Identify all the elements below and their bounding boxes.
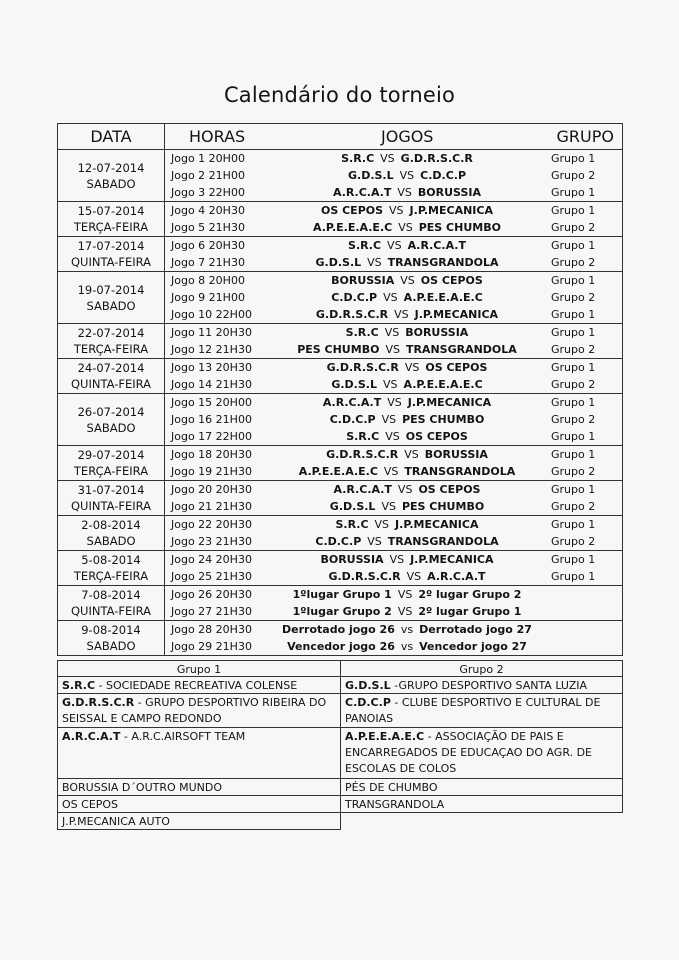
date: 29-07-2014: [77, 448, 145, 462]
vs-label: VS: [404, 361, 420, 374]
home-team: S.R.C: [335, 518, 369, 531]
game-time: Jogo 7 21H30: [171, 256, 245, 269]
date: 17-07-2014: [77, 239, 145, 253]
away-team: J.P.MECANICA: [410, 553, 494, 566]
vs-label: VS: [383, 465, 399, 478]
away-team: OS CEPOS: [425, 361, 488, 374]
weekday: QUINTA-FEIRA: [70, 499, 152, 513]
team-abbr: S.R.C: [62, 679, 96, 692]
date-cell: [58, 150, 165, 201]
game-time: Jogo 26 20H30: [171, 588, 252, 601]
table-row: [165, 324, 622, 341]
group: Grupo 1: [551, 308, 596, 321]
date: 9-08-2014: [81, 623, 141, 637]
team-name: TRANSGRANDOLA: [345, 798, 445, 811]
legend-grupo-2: [340, 660, 623, 813]
match: [257, 291, 557, 304]
legend-item: [340, 694, 623, 728]
home-team: G.D.S.L: [315, 256, 362, 269]
weekday: QUINTA-FEIRA: [70, 604, 152, 618]
away-team: BORUSSIA: [405, 326, 469, 339]
home-team: 1ºlugar Grupo 2: [292, 605, 392, 618]
weekday: TERÇA-FEIRA: [73, 464, 149, 478]
match: [257, 221, 557, 234]
date-cell: [58, 551, 165, 585]
table-row: [165, 394, 622, 411]
group: Grupo 2: [551, 465, 596, 478]
game-time: Jogo 1 20H00: [171, 152, 245, 165]
table-row: [165, 568, 622, 585]
group: Grupo 2: [551, 378, 596, 391]
match: [257, 483, 557, 496]
game-time: Jogo 25 21H30: [171, 570, 252, 583]
vs-label: VS: [394, 308, 409, 321]
team-abbr: A.R.C.A.T: [62, 730, 121, 743]
team-name: J.P.MECANICA AUTO: [62, 815, 170, 828]
away-team: BORUSSIA: [417, 186, 482, 199]
table-row: [165, 341, 622, 358]
match: [257, 204, 557, 217]
home-team: OS CEPOS: [321, 204, 384, 217]
vs-label: VS: [389, 553, 405, 566]
match: [257, 518, 557, 531]
date-block: [58, 481, 622, 516]
home-team: G.D.R.S.C.R: [315, 308, 389, 321]
game-time: Jogo 15 20H00: [171, 396, 252, 409]
weekday: SABADO: [86, 639, 136, 653]
game-time: Jogo 21 21H30: [171, 500, 252, 513]
away-team: PES CHUMBO: [418, 221, 501, 234]
date: 15-07-2014: [77, 204, 145, 218]
game-time: Jogo 18 20H30: [171, 448, 252, 461]
date-cell: [58, 324, 165, 358]
group: Grupo 1: [551, 204, 596, 217]
home-team: A.R.C.A.T: [332, 186, 392, 199]
table-row: [165, 219, 622, 236]
header-grupo: GRUPO: [556, 127, 614, 146]
date-block: [58, 551, 622, 586]
header-horas: HORAS: [189, 127, 246, 146]
away-team: BORUSSIA: [424, 448, 488, 461]
vs-label: VS: [406, 570, 422, 583]
group: Grupo 2: [551, 221, 596, 234]
home-team: G.D.S.L: [347, 169, 394, 182]
match: [257, 623, 557, 636]
home-team: C.D.C.P: [315, 535, 362, 548]
team-abbr: G.D.S.L: [345, 679, 391, 692]
legend-item: [57, 813, 341, 830]
away-team: 2º lugar Grupo 2: [418, 588, 522, 601]
home-team: C.D.C.P: [331, 291, 378, 304]
date-block: [58, 272, 622, 324]
vs-label: VS: [397, 186, 412, 199]
group: Grupo 1: [551, 186, 596, 199]
schedule-table: [57, 123, 623, 656]
game-time: Jogo 19 21H30: [171, 465, 252, 478]
home-team: A.R.C.A.T: [333, 483, 392, 496]
vs-label: VS: [381, 413, 397, 426]
weekday: TERÇA-FEIRA: [73, 569, 149, 583]
match: [257, 465, 557, 478]
date-block: [58, 586, 622, 621]
game-time: Jogo 22 20H30: [171, 518, 252, 531]
home-team: BORUSSIA: [320, 553, 384, 566]
home-team: S.R.C: [346, 430, 380, 443]
table-row: [165, 376, 622, 393]
game-time: Jogo 20 20H30: [171, 483, 252, 496]
match: [257, 448, 557, 461]
game-time: Jogo 24 20H30: [171, 553, 252, 566]
vs-label: vs: [400, 640, 414, 653]
away-team: A.P.E.E.A.E.C: [403, 291, 483, 304]
table-row: [165, 289, 622, 306]
legend-item: [57, 796, 341, 813]
match: [257, 274, 557, 287]
match: [257, 500, 557, 513]
game-time: Jogo 8 20H00: [171, 274, 245, 287]
date-cell: [58, 394, 165, 445]
away-team: A.R.C.A.T: [407, 239, 466, 252]
game-time: Jogo 2 21H00: [171, 169, 245, 182]
match: [257, 308, 557, 321]
match: [257, 152, 557, 165]
away-team: 2º lugar Grupo 1: [418, 605, 522, 618]
game-time: Jogo 17 22H00: [171, 430, 252, 443]
vs-label: VS: [397, 483, 413, 496]
away-team: C.D.C.P: [420, 169, 467, 182]
away-team: A.R.C.A.T: [427, 570, 486, 583]
game-time: Jogo 28 20H30: [171, 623, 252, 636]
away-team: J.P.MECANICA: [407, 396, 492, 409]
date: 5-08-2014: [81, 553, 141, 567]
date-cell: [58, 621, 165, 655]
date-cell: [58, 586, 165, 620]
game-time: Jogo 9 21H00: [171, 291, 245, 304]
vs-label: VS: [399, 169, 415, 182]
table-row: [165, 638, 622, 655]
date-cell: [58, 272, 165, 323]
weekday: SABADO: [86, 298, 136, 313]
group: Grupo 2: [551, 343, 596, 356]
game-time: Jogo 16 21H00: [171, 413, 252, 426]
home-team: A.P.E.E.A.E.C: [298, 465, 378, 478]
match: [257, 396, 557, 409]
vs-label: VS: [397, 605, 413, 618]
group: Grupo 1: [551, 553, 596, 566]
group: Grupo 1: [551, 518, 596, 531]
match: [257, 413, 557, 426]
date-cell: [58, 359, 165, 393]
group: Grupo 1: [551, 570, 596, 583]
vs-label: VS: [384, 326, 400, 339]
table-row: [165, 481, 622, 498]
legend-item: [340, 779, 623, 796]
legend-item: [340, 728, 623, 779]
team-name: OS CEPOS: [62, 798, 119, 811]
date-cell: [58, 516, 165, 550]
group: Grupo 1: [551, 396, 596, 409]
group: Grupo 1: [551, 430, 596, 443]
away-team: OS CEPOS: [405, 430, 468, 443]
group: Grupo 2: [551, 256, 596, 269]
table-row: [165, 411, 622, 428]
away-team: G.D.R.S.C.R: [400, 152, 473, 165]
home-team: G.D.R.S.C.R: [326, 361, 399, 374]
match: [257, 570, 557, 583]
game-time: Jogo 5 21H30: [171, 221, 245, 234]
away-team: A.P.E.E.A.E.C: [403, 378, 483, 391]
table-row: [165, 551, 622, 568]
date-block: [58, 621, 622, 655]
away-team: Vencedor jogo 27: [419, 640, 527, 653]
game-time: Jogo 6 20H30: [171, 239, 245, 252]
vs-label: VS: [398, 221, 413, 234]
game-time: Jogo 29 21H30: [171, 640, 252, 653]
vs-label: VS: [387, 396, 402, 409]
home-team: 1ºlugar Grupo 1: [292, 588, 392, 601]
match: [257, 588, 557, 601]
date: 2-08-2014: [81, 518, 141, 532]
home-team: G.D.S.L: [329, 500, 376, 513]
vs-label: VS: [385, 430, 400, 443]
weekday: TERÇA-FEIRA: [73, 342, 149, 356]
page-title: Calendário do torneio: [223, 83, 456, 107]
home-team: PES CHUMBO: [297, 343, 380, 356]
group: Grupo 2: [551, 535, 596, 548]
home-team: G.D.S.L: [331, 378, 377, 391]
date-block: [58, 237, 622, 272]
schedule-header: [58, 124, 622, 150]
home-team: S.R.C: [341, 152, 375, 165]
date-cell: [58, 481, 165, 515]
away-team: TRANSGRANDOLA: [405, 343, 517, 356]
weekday: SABADO: [86, 176, 136, 191]
home-team: A.P.E.E.A.E.C: [313, 221, 393, 234]
group: Grupo 2: [551, 291, 596, 304]
match: [257, 239, 557, 252]
vs-label: VS: [382, 378, 398, 391]
team-abbr: A.P.E.E.A.E.C: [345, 730, 425, 743]
vs-label: VS: [397, 588, 413, 601]
match: [257, 326, 557, 339]
game-time: Jogo 11 20H30: [171, 326, 252, 339]
table-row: [165, 150, 622, 167]
match: [257, 378, 557, 391]
date: 19-07-2014: [77, 282, 145, 297]
team-name: - A.R.C.AIRSOFT TEAM: [120, 730, 246, 743]
date: 12-07-2014: [77, 160, 145, 175]
vs-label: VS: [367, 256, 382, 269]
group: Grupo 2: [551, 169, 596, 182]
legend-item: [57, 694, 341, 728]
vs-label: VS: [385, 343, 400, 356]
match: [257, 256, 557, 269]
group: Grupo 1: [551, 448, 596, 461]
team-abbr: C.D.C.P: [345, 696, 391, 709]
home-team: G.D.R.S.C.R: [326, 448, 399, 461]
home-team: A.R.C.A.T: [322, 396, 382, 409]
table-row: [165, 463, 622, 480]
game-time: Jogo 10 22H00: [171, 308, 252, 321]
date-cell: [58, 237, 165, 271]
date-block: [58, 359, 622, 394]
table-row: [165, 237, 622, 254]
group: Grupo 1: [551, 152, 596, 165]
vs-label: VS: [389, 204, 404, 217]
away-team: J.P.MECANICA: [395, 518, 479, 531]
match: [257, 535, 557, 548]
match: [257, 553, 557, 566]
away-team: OS CEPOS: [420, 274, 483, 287]
team-name: -GRUPO DESPORTIVO SANTA LUZIA: [390, 679, 588, 692]
weekday: SABADO: [86, 534, 136, 548]
game-time: Jogo 23 21H30: [171, 535, 252, 548]
legend-item: [340, 796, 623, 813]
group: Grupo 2: [551, 500, 596, 513]
table-row: [165, 533, 622, 550]
home-team: BORUSSIA: [331, 274, 395, 287]
weekday: TERÇA-FEIRA: [73, 220, 149, 234]
game-time: Jogo 14 21H30: [171, 378, 252, 391]
table-row: [165, 306, 622, 323]
legend-header: Grupo 2: [340, 660, 623, 677]
date: 24-07-2014: [77, 361, 145, 375]
away-team: TRANSGRANDOLA: [387, 535, 499, 548]
date: 22-07-2014: [77, 326, 145, 340]
home-team: Vencedor jogo 26: [287, 640, 395, 653]
match: [257, 605, 557, 618]
team-name: - SOCIEDADE RECREATIVA COLENSE: [95, 679, 298, 692]
date-block: [58, 324, 622, 359]
away-team: OS CEPOS: [418, 483, 481, 496]
home-team: Derrotado jogo 26: [282, 623, 395, 636]
vs-label: VS: [367, 535, 382, 548]
table-row: [165, 603, 622, 620]
legend-item: [57, 728, 341, 779]
date-block: [58, 150, 622, 202]
vs-label: VS: [383, 291, 398, 304]
weekday: QUINTA-FEIRA: [70, 255, 152, 269]
team-name: - ASSOCIAÇÃO DE PAIS E ENCARREGADOS DE EDUCAÇAO DO AGR. DE ESCOLAS DE COLOS: [345, 730, 592, 775]
vs-label: VS: [381, 500, 396, 513]
table-row: [165, 446, 622, 463]
group: Grupo 2: [551, 413, 596, 426]
group: Grupo 1: [551, 326, 596, 339]
table-row: [165, 428, 622, 445]
legend-item: [57, 677, 341, 694]
team-name: - CLUBE DESPORTIVO E CULTURAL DE PANOIAS: [345, 696, 601, 725]
date-block: [58, 394, 622, 446]
table-row: [165, 167, 622, 184]
game-time: Jogo 4 20H30: [171, 204, 245, 217]
match: [257, 169, 557, 182]
home-team: S.R.C: [345, 326, 379, 339]
table-row: [165, 272, 622, 289]
home-team: C.D.C.P: [329, 413, 376, 426]
date: 7-08-2014: [81, 588, 141, 602]
date-cell: [58, 202, 165, 236]
game-time: Jogo 13 20H30: [171, 361, 252, 374]
weekday: QUINTA-FEIRA: [70, 377, 152, 391]
table-row: [165, 359, 622, 376]
legend-grupo-1: [57, 660, 341, 830]
match: [257, 361, 557, 374]
group: Grupo 1: [551, 483, 596, 496]
legend-item: [340, 677, 623, 694]
match: [257, 640, 557, 653]
match: [257, 430, 557, 443]
table-row: [165, 184, 622, 201]
date-block: [58, 446, 622, 481]
header-jogos: JOGOS: [381, 127, 434, 146]
date-cell: [58, 446, 165, 480]
group: Grupo 1: [551, 239, 596, 252]
home-team: S.R.C: [348, 239, 382, 252]
group: Grupo 1: [551, 361, 596, 374]
game-time: Jogo 12 21H30: [171, 343, 252, 356]
away-team: J.P.MECANICA: [409, 204, 493, 217]
table-row: [165, 254, 622, 271]
vs-label: VS: [380, 152, 395, 165]
legend-item: [57, 779, 341, 796]
table-row: [165, 498, 622, 515]
team-name: BORUSSIA D´OUTRO MUNDO: [62, 781, 223, 794]
vs-label: VS: [404, 448, 419, 461]
group: Grupo 1: [551, 274, 596, 287]
vs-label: VS: [387, 239, 402, 252]
legend-header: Grupo 1: [57, 660, 341, 677]
weekday: SABADO: [86, 420, 136, 435]
vs-label: VS: [400, 274, 415, 287]
away-team: TRANSGRANDOLA: [404, 465, 516, 478]
match: [257, 186, 557, 199]
away-team: Derrotado jogo 27: [419, 623, 532, 636]
table-row: [165, 516, 622, 533]
match: [257, 343, 557, 356]
away-team: PES CHUMBO: [402, 413, 485, 426]
team-name: PÉS DE CHUMBO: [345, 781, 438, 794]
table-row: [165, 621, 622, 638]
game-time: Jogo 27 21H30: [171, 605, 252, 618]
away-team: J.P.MECANICA: [414, 308, 499, 321]
team-name: - GRUPO DESPORTIVO RIBEIRA DO SEISSAL E CAMPO REDONDO: [62, 696, 327, 725]
table-row: [165, 586, 622, 603]
date-block: [58, 202, 622, 237]
home-team: G.D.R.S.C.R: [328, 570, 401, 583]
date: 26-07-2014: [77, 404, 145, 419]
date-block: [58, 516, 622, 551]
header-data: DATA: [58, 124, 165, 149]
vs-label: vs: [400, 623, 414, 636]
team-abbr: G.D.R.S.C.R: [62, 696, 135, 709]
vs-label: VS: [374, 518, 390, 531]
date: 31-07-2014: [77, 483, 145, 497]
game-time: Jogo 3 22H00: [171, 186, 245, 199]
table-row: [165, 202, 622, 219]
away-team: PES CHUMBO: [401, 500, 485, 513]
away-team: TRANSGRANDOLA: [387, 256, 499, 269]
